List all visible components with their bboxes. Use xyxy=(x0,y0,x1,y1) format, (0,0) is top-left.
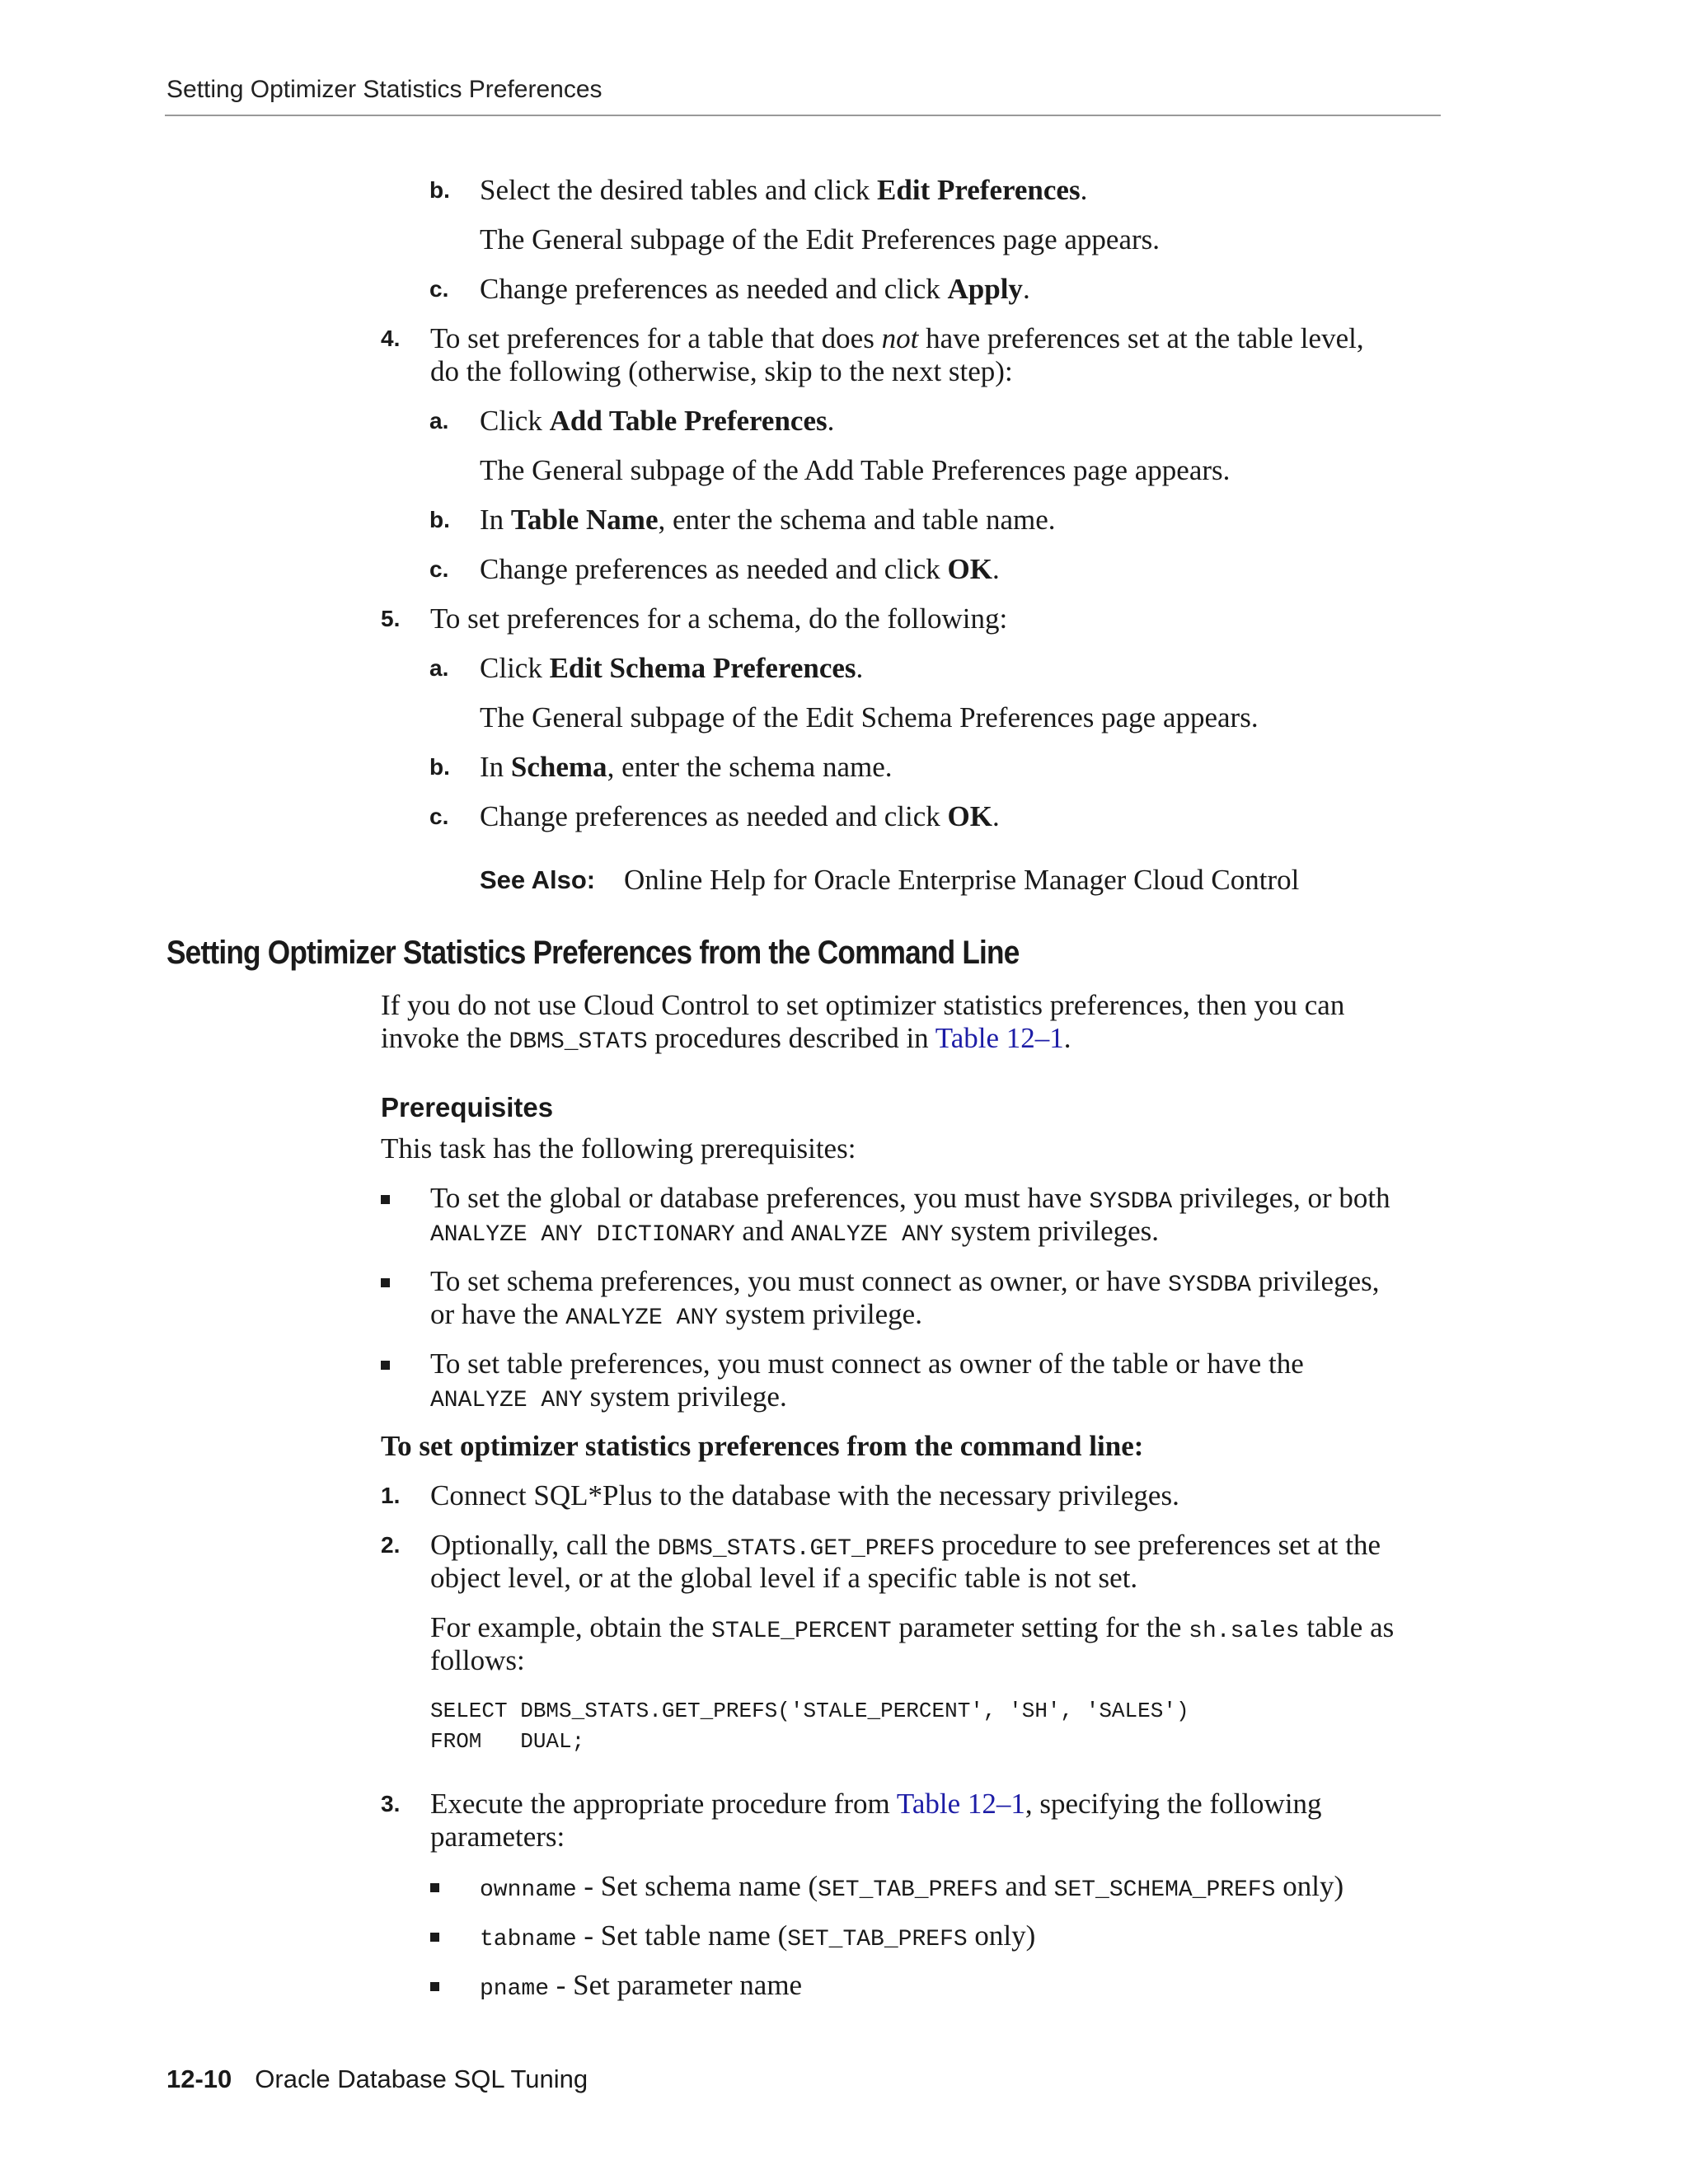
intro-text: If you do not use Cloud Control to set optimizer statistics preferences, then you can xyxy=(381,989,1345,1021)
prereq-item: To set table preferences, you must connect as owner of the table or have the xyxy=(430,1347,1304,1380)
step-text-cont: do the following (otherwise, skip to the next step): xyxy=(430,355,1013,387)
bullet-icon xyxy=(430,1982,439,1991)
ui-term: Table Name xyxy=(510,504,659,536)
prerequisites-lead: This task has the following prerequisites: xyxy=(381,1132,856,1165)
prereq-item: To set schema preferences, you must connect as owner, or have SYSDBA privileges, xyxy=(430,1265,1380,1298)
step-label: c. xyxy=(429,556,449,582)
ui-term: Edit Schema Preferences xyxy=(549,652,856,684)
step-text: Change preferences as needed and click OK. xyxy=(480,800,1000,832)
step-note: The General subpage of the Add Table Preferences page appears. xyxy=(480,454,1231,486)
ui-term: Apply xyxy=(947,273,1023,305)
ui-term: OK xyxy=(947,553,992,585)
header-divider xyxy=(165,115,1441,116)
step-text: Click Edit Schema Preferences. xyxy=(480,652,864,684)
step-label: b. xyxy=(429,177,450,203)
prereq-item-cont: ANALYZE ANY system privilege. xyxy=(430,1380,787,1413)
step-label: 5. xyxy=(381,606,401,631)
step-text: Click Add Table Preferences. xyxy=(480,405,835,437)
param-item: pname - Set parameter name xyxy=(480,1969,803,2002)
step-text: Connect SQL*Plus to the database with the necessary privileges. xyxy=(430,1479,1179,1511)
step-label: b. xyxy=(429,507,450,532)
step-text: To set preferences for a schema, do the following: xyxy=(430,602,1008,635)
step-text: Change preferences as needed and click Apply. xyxy=(480,273,1030,305)
step-label: c. xyxy=(429,276,449,302)
example-text: For example, obtain the STALE_PERCENT parameter setting for the sh.sales table as xyxy=(430,1611,1395,1644)
step-label: 4. xyxy=(381,326,401,351)
step-label: 3. xyxy=(381,1791,401,1816)
page-number: 12-10 xyxy=(166,2064,232,2093)
bullet-icon xyxy=(381,1195,390,1204)
step-note: The General subpage of the Edit Preferences page appears. xyxy=(480,223,1160,255)
bullet-icon xyxy=(430,1883,439,1892)
ui-term: Edit Preferences xyxy=(877,174,1081,206)
step-label: c. xyxy=(429,804,449,829)
step-label: a. xyxy=(429,408,449,434)
example-text-cont: follows: xyxy=(430,1644,525,1676)
step-note: The General subpage of the Edit Schema Preferences page appears. xyxy=(480,701,1259,733)
ui-term: Schema xyxy=(510,751,607,783)
prerequisites-heading: Prerequisites xyxy=(381,1092,554,1122)
bullet-icon xyxy=(381,1361,390,1370)
step-label: a. xyxy=(429,655,449,681)
table-link[interactable]: Table 12–1 xyxy=(935,1022,1064,1054)
bullet-icon xyxy=(381,1278,390,1287)
ui-term: OK xyxy=(947,800,992,832)
prereq-item-cont: ANALYZE ANY DICTIONARY and ANALYZE ANY system privileges. xyxy=(430,1215,1160,1248)
table-link[interactable]: Table 12–1 xyxy=(896,1788,1025,1820)
procedure-title: To set optimizer statistics preferences from the command line: xyxy=(381,1430,1144,1462)
section-heading: Setting Optimizer Statistics Preferences from the Command Line xyxy=(166,935,1020,971)
step-text: Select the desired tables and click Edit Preferences. xyxy=(480,174,1088,206)
step-text: In Table Name, enter the schema and table name. xyxy=(480,504,1056,536)
ui-term: Add Table Preferences xyxy=(549,405,828,437)
param-item: tabname - Set table name (SET_TAB_PREFS only) xyxy=(480,1919,1036,1952)
step-text: Optionally, call the DBMS_STATS.GET_PREFS procedure to see preferences set at the xyxy=(430,1529,1381,1562)
inline-code: DBMS_STATS xyxy=(509,1029,648,1055)
param-item: ownname - Set schema name (SET_TAB_PREFS and SET_SCHEMA_PREFS only) xyxy=(480,1870,1344,1903)
step-label: 1. xyxy=(381,1483,401,1508)
step-label: b. xyxy=(429,754,450,780)
code-block: SELECT DBMS_STATS.GET_PREFS('STALE_PERCENT', 'SH', 'SALES') FROM DUAL; xyxy=(430,1699,1189,1754)
step-text-cont: parameters: xyxy=(430,1821,565,1853)
step-text: Execute the appropriate procedure from Table 12–1, specifying the following xyxy=(430,1788,1322,1820)
step-text: In Schema, enter the schema name. xyxy=(480,751,893,783)
bullet-icon xyxy=(430,1933,439,1942)
step-label: 2. xyxy=(381,1532,401,1558)
book-title: Oracle Database SQL Tuning xyxy=(255,2064,588,2093)
step-text: Change preferences as needed and click OK. xyxy=(480,553,1000,585)
prereq-item-cont: or have the ANALYZE ANY system privilege. xyxy=(430,1298,922,1331)
prereq-item: To set the global or database preferences, you must have SYSDBA privileges, or both xyxy=(430,1182,1390,1215)
page-footer xyxy=(166,2064,588,2094)
intro-text-cont: invoke the DBMS_STATS procedures described in Table 12–1. xyxy=(381,1022,1071,1055)
step-text-cont: object level, or at the global level if a specific table is not set. xyxy=(430,1562,1138,1594)
see-also-text: Online Help for Oracle Enterprise Manager Cloud Control xyxy=(624,864,1300,896)
see-also-label: See Also: xyxy=(480,865,596,894)
step-text: To set preferences for a table that does not have preferences set at the table level, xyxy=(430,322,1364,354)
running-header: Setting Optimizer Statistics Preferences xyxy=(166,76,603,103)
